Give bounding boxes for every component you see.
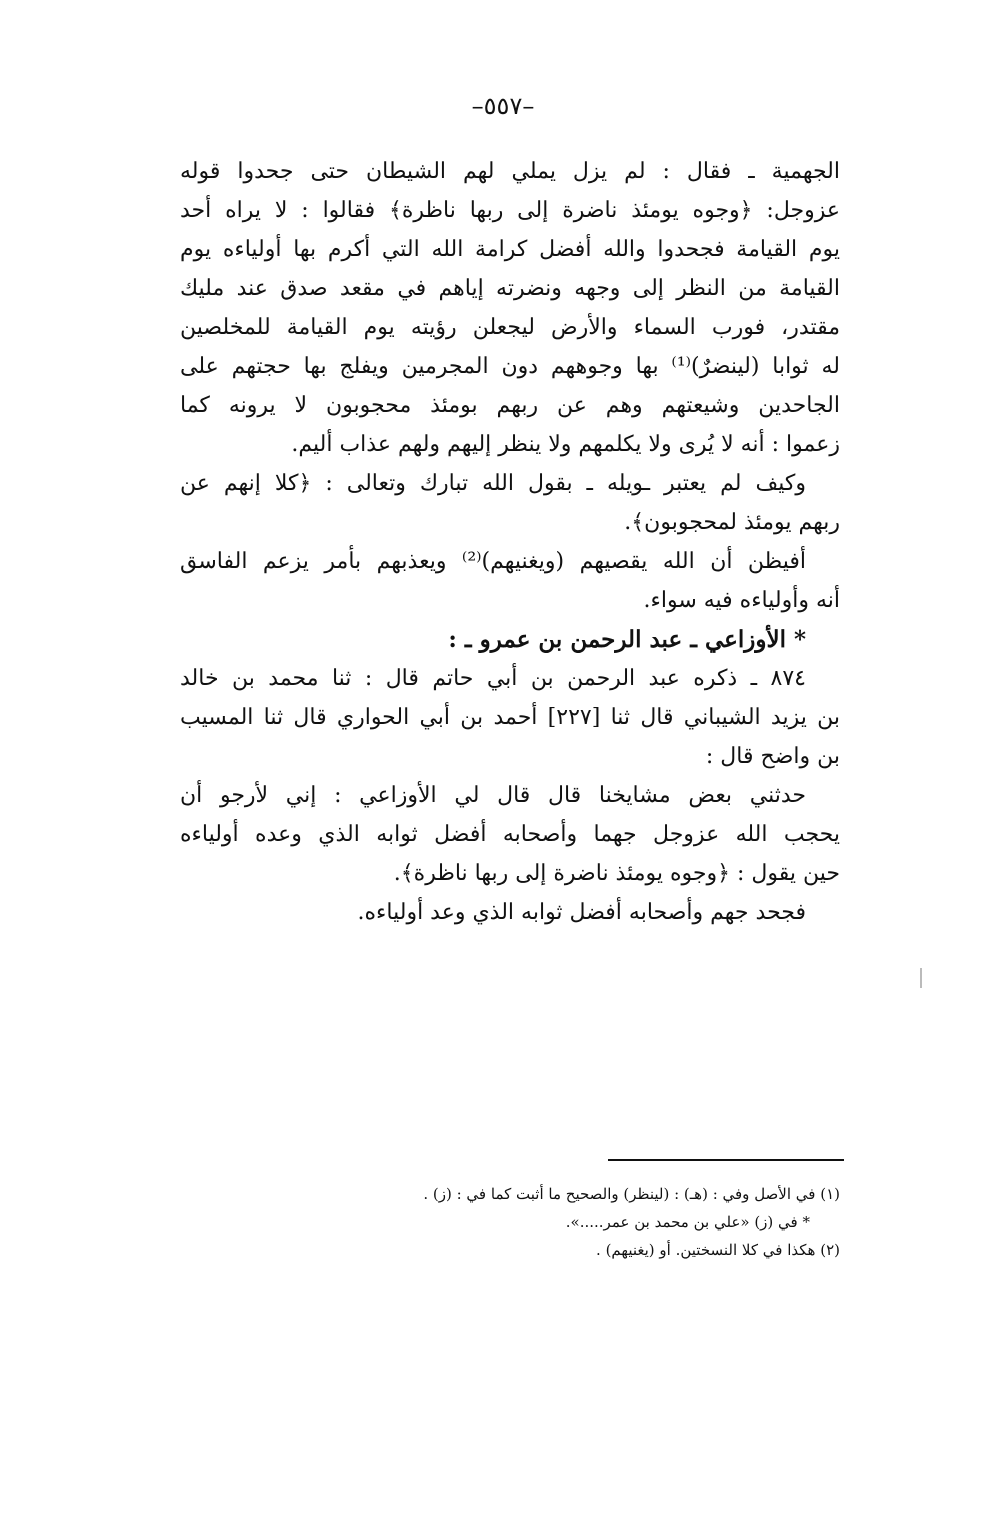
text-line: حين يقول : ﴿وجوه يومئذ ناضرة إلى ربها ناظرة﴾.	[393, 861, 840, 886]
text-line: زعموا : أنه لا يُرى ولا يكلمهم ولا ينظر إليهم ولهم عذاب أليم.	[291, 432, 840, 457]
text-line: القيامة من النظر إلى وجهه ونضرته إياهم في مقعد صدق عند مليك	[180, 276, 840, 301]
text-line: له ثوابا (لينضرٌ)⁽¹⁾ بها وجوههم دون المجرمين ويفلج بها حجتهم على	[180, 354, 840, 379]
text-line: يحجب الله عزوجل جهما وأصحابه أفضل ثوابه الذي وعده أولياءه	[180, 822, 840, 847]
footnote-note: * في (ز) «علي بن محمد بن عمر.....».	[565, 1213, 810, 1231]
text-line: وكيف لم يعتبر ـويله ـ بقول الله تبارك وتعالى : ﴿كلا إنهم عن	[180, 471, 806, 496]
text-line: أفيظن أن الله يقصيهم (ويغنيهم)⁽²⁾ ويعذبهم بأمر يزعم الفاسق	[180, 549, 806, 574]
footnote-2: (٢) هكذا في كلا النسختين. أو (يغنيهم) .	[596, 1241, 840, 1259]
text-line: عزوجل: ﴿وجوه يومئذ ناضرة إلى ربها ناظرة﴾ فقالوا : لا يراه أحد	[180, 198, 840, 223]
text-line: الجهمية ـ فقال : لم يزل يملي لهم الشيطان حتى جحدوا قوله	[180, 159, 840, 184]
text-line: الجاحدين وشيعتهم وهم عن ربهم بومئذ محجوبون لا يرونه كما	[180, 393, 840, 418]
text-line: يوم القيامة فجحدوا والله أفضل كرامة الله التي أكرم بها أولياءه يوم	[180, 237, 840, 262]
footnotes	[180, 1180, 840, 1264]
footnote-divider	[608, 1159, 844, 1161]
footnote-1: (١) في الأصل وفي : (هـ) : (لينظر) والصحيح ما أثبت كما في : (ز) .	[423, 1185, 840, 1203]
text-line: بن واضح قال :	[705, 744, 840, 769]
text-line: ربهم يومئذ لمحجوبون﴾.	[624, 510, 840, 535]
scan-speck	[920, 968, 922, 988]
main-text	[180, 152, 840, 932]
text-line: بن يزيد الشيباني قال ثنا [٢٢٧] أحمد بن أبي الحواري قال ثنا المسيب	[180, 705, 840, 730]
section-heading: * الأوزاعي ـ عبد الرحمن بن عمرو ـ :	[448, 626, 806, 653]
text-line: حدثني بعض مشايخنا قال قال لي الأوزاعي : إني لأرجو أن	[180, 783, 806, 808]
text-line: أنه وأولياءه فيه سواء.	[643, 588, 840, 613]
text-line: ٨٧٤ ـ ذكره عبد الرحمن بن أبي حاتم قال : ثنا محمد بن خالد	[180, 666, 806, 691]
text-line: مقتدر، فورب السماء والأرض ليجعلن رؤيته يوم القيامة للمخلصين	[180, 315, 840, 340]
text-line: فجحد جهم وأصحابه أفضل ثوابه الذي وعد أولياءه.	[357, 900, 806, 925]
page-number: –٥٥٧–	[471, 92, 535, 120]
